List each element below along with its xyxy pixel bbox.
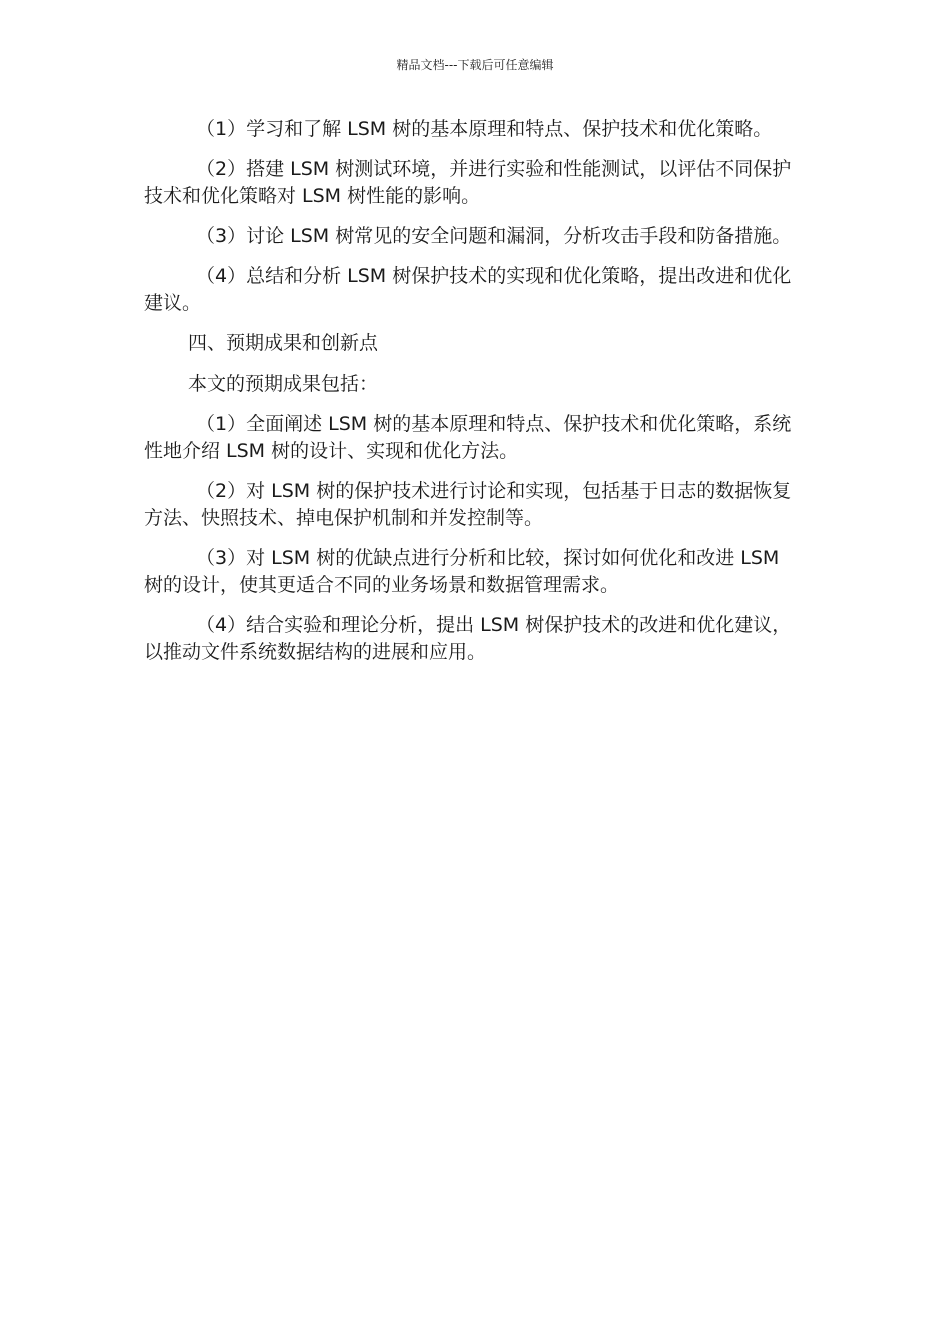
objective-item-1: （1）学习和了解 LSM 树的基本原理和特点、保护技术和优化策略。 [196, 118, 773, 140]
section-intro: 本文的预期成果包括： [188, 373, 379, 395]
document-body [144, 116, 796, 679]
objective-item-4: （4）总结和分析 LSM 树保护技术的实现和优化策略，提出改进和优化建议。 [144, 265, 792, 314]
outcome-item-1: （1）全面阐述 LSM 树的基本原理和特点、保护技术和优化策略，系统性地介绍 LSM 树的设计、实现和优化方法。 [144, 413, 792, 462]
outcome-item-4: （4）结合实验和理论分析，提出 LSM 树保护技术的改进和优化建议，以推动文件系统数据结构的进展和应用。 [144, 614, 792, 663]
objective-item-2: （2）搭建 LSM 树测试环境，并进行实验和性能测试，以评估不同保护技术和优化策略对 LSM 树性能的影响。 [144, 158, 792, 207]
outcome-item-3: （3）对 LSM 树的优缺点进行分析和比较，探讨如何优化和改进 LSM 树的设计，使其更适合不同的业务场景和数据管理需求。 [144, 547, 780, 596]
page-header: 精品文档---下载后可任意编辑 [396, 58, 554, 72]
outcome-item-2: （2）对 LSM 树的保护技术进行讨论和实现，包括基于日志的数据恢复方法、快照技术、掉电保护机制和并发控制等。 [144, 480, 792, 529]
section-heading: 四、预期成果和创新点 [188, 332, 379, 354]
objective-item-3: （3）讨论 LSM 树常见的安全问题和漏洞，分析攻击手段和防备措施。 [196, 225, 792, 247]
